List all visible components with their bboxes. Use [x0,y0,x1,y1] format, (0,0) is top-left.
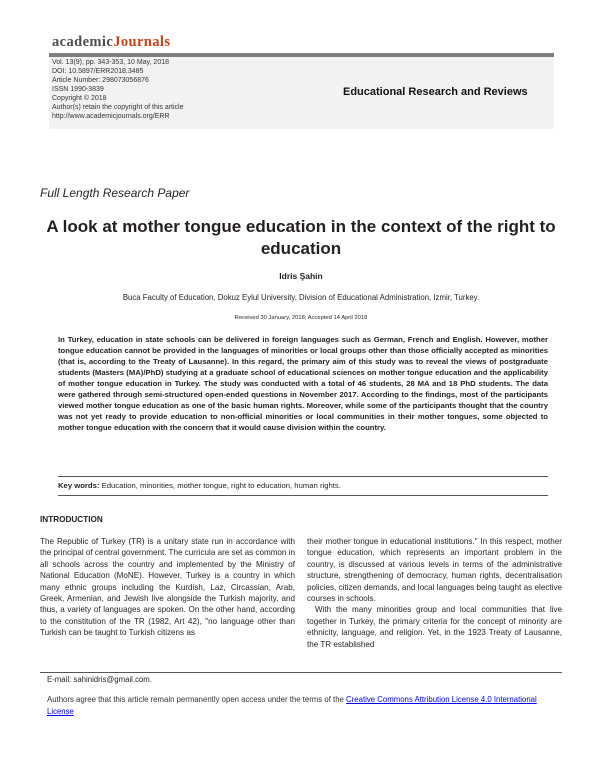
meta-volume: Vol. 13(9), pp. 343-353, 10 May, 2018 [52,59,170,66]
license-notice [47,694,555,717]
received-accepted-dates: Received 30 January, 2018; Accepted 14 April 2018 [234,315,368,321]
introduction-heading: INTRODUCTION [40,515,103,524]
keywords-top-rule [58,476,548,477]
right-column [307,536,562,650]
license-link[interactable]: Creative Commons Attribution License 4.0 International License [47,695,537,716]
keywords-label: Key words: [58,481,100,490]
article-type-label: Full Length Research Paper [40,186,190,200]
article-title: A look at mother tongue education in the context of the right to education [46,217,556,258]
journal-name: Educational Research and Reviews [343,86,528,98]
article-meta [52,58,184,121]
keywords-bottom-rule [58,495,548,496]
footnote-rule [40,672,562,673]
meta-copyright: Copyright © 2018 [52,95,107,102]
keywords [58,481,548,490]
author-email: E-mail: sahinidris@gmail.com. [47,675,152,684]
license-text: Authors agree that this article remain permanently open access under the terms of the [47,695,347,704]
meta-doi: DOI: 10.5897/ERR2018.3485 [52,68,144,75]
logo-left-text: academic [52,34,114,50]
meta-url[interactable]: http://www.academicjournals.org/ERR [52,113,170,120]
intro-paragraph-right-2: With the many minorities group and local communities that live together in Turkey, the primary criteria for the concept of minority are ethnicity, language, and religion. Yet, in the 1923 Treaty of Lausanne, the TR established [307,605,562,649]
author-name: Idris Şahin [279,271,323,281]
left-column [40,536,295,639]
abstract: In Turkey, education in state schools can be delivered in foreign languages such as German, French and English. However, mother tongue education cannot be provided in the languages of minorities or local groups other than those officially accepted as minorities (that is, according to the Treaty of Lausanne). In this regard, the primary aim of this study was to reveal the views of postgraduate students (Masters (MA)/PhD) studying at a graduate school of educational sciences on mother tongue education and the applicability of mother tongue education in Turkey. The study was conducted with a total of 46 students, 28 MA and 18 PhD students. The data were gathered through semi-structured open-ended questions in November 2017. According to the findings, most of the participants viewed mother tongue education as one of the basic human rights. Moreover, while some of the participants thought that the country was not yet ready to provide education to non-official minorities or local communities in their mother tongues, some objected to mother tongue education with the concern that it would cause division within the country. [58,335,548,432]
publisher-logo [52,34,170,51]
intro-paragraph-left: The Republic of Turkey (TR) is a unitary state run in accordance with the principal of central government. The curricula are set as common in all schools across the country and implemented by the Ministry of National Education (MoNE). However, Turkey is a country in which many ethnic groups including the Kurdish, Laz, Circassian, Arab, Greek, Armenian, and Jewish live alongside the Turkish majority, and thus, a variety of languages are spoken. On the other hand, according to the constitution of the TR (1982, Art 42), "no language other than Turkish can be taught to Turkish citizens as [40,537,295,638]
affiliation: Buca Faculty of Education, Dokuz Eylul University, Division of Educational Administration, Izmir, Turkey. [122,293,480,302]
meta-issn: ISSN 1990-3839 [52,86,104,93]
intro-paragraph-right-1: their mother tongue in educational institutions." In this respect, mother tongue education, which represents an important problem in the country, is discussed at various levels in terms of the administrative structure, strengthening of democracy, human rights, decentralisation policies, citizen demands, and local languages being taught as elective courses in schools. [307,537,562,604]
meta-article-number: Article Number: 298073056876 [52,77,149,84]
meta-rights: Author(s) retain the copyright of this article [52,104,184,111]
logo-right-text: Journals [113,34,171,50]
keywords-list: Education, minorities, mother tongue, right to education, human rights. [99,481,341,490]
